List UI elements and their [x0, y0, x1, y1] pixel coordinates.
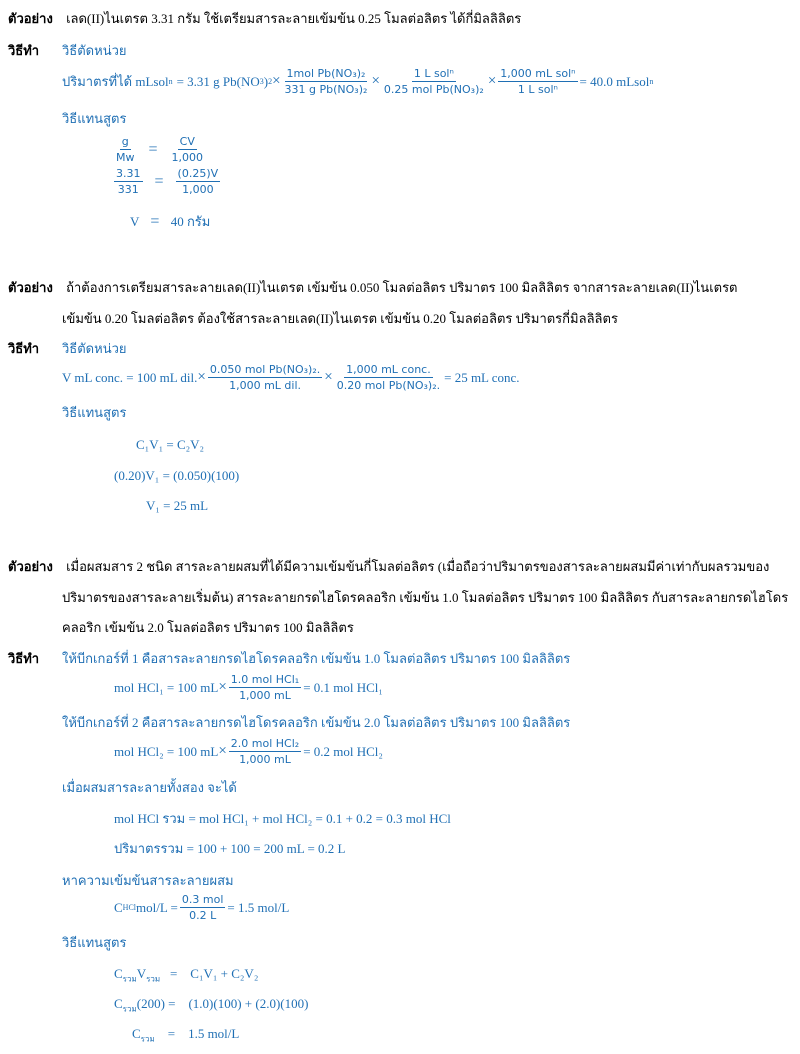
ex1-question: เลด(II)ไนเตรต 3.31 กรัม ใช้เตรียมสารละลายเข้มข้น 0.25 โมลต่อลิตร ได้กี่มิลลิลิตร — [66, 11, 522, 26]
ex1-eq1-r-den: 1,000 — [171, 151, 204, 164]
ex1-eq2-left — [114, 168, 143, 195]
ex2-f1-den: 1,000 mL dil. — [229, 379, 302, 392]
ex2-f2-den: 0.20 mol Pb(NO₃)₂. — [336, 379, 441, 392]
ex1-f2-num: 1 L solⁿ — [413, 67, 454, 80]
times-icon: × — [487, 73, 497, 89]
ex1-formula-method: วิธีแทนสูตร — [62, 111, 127, 126]
ex1-question-row — [8, 12, 521, 25]
ex2-sol-label: วิธีทำ — [8, 341, 40, 356]
ex3-fl3-sub: รวม — [140, 1034, 155, 1044]
ex3-formula-method: วิธีแทนสูตร — [62, 935, 127, 950]
ex2-formula-line3: V₁ = 25 mL — [146, 498, 209, 513]
ex1-line-eq: = 3.31 g Pb(NO — [176, 74, 260, 89]
ex3-c-lhs-unit: mol/L = — [136, 900, 178, 915]
ex3-mol2-line — [114, 738, 383, 765]
ex1-eq2-sign: = — [154, 172, 164, 190]
ex2-question-2: เข้มข้น 0.20 โมลต่อลิตร ต้องใช้สารละลายเลด(II)ไนเตรต เข้มข้น 0.20 โมลต่อลิตร ปริมาตรกี่มิลลิลิตร — [62, 311, 618, 326]
ex3-formula-line3 — [132, 1027, 239, 1044]
ex3-fl3-rest: = 1.5 mol/L — [154, 1026, 240, 1041]
ex2-unit-method: วิธีตัดหน่วย — [62, 341, 127, 356]
ex1-eq2-l-den: 331 — [117, 183, 139, 196]
ex2-label: ตัวอย่าง — [8, 280, 53, 295]
ex3-m2-lhs: mol HCl₂ = 100 mL — [114, 744, 219, 759]
ex3-formula-line2 — [114, 997, 308, 1014]
ex3-c-res: = 1.5 mol/L — [227, 900, 290, 915]
ex1-eq1-right — [170, 136, 206, 163]
ex3-fl1-v: V — [136, 966, 147, 981]
ex3-m2-fraction — [229, 738, 301, 765]
ex1-line-eq-end: ) — [263, 74, 269, 89]
ex3-label: ตัวอย่าง — [8, 559, 53, 574]
ex2-question-1: ถ้าต้องการเตรียมสารละลายเลด(II)ไนเตรต เข้มข้น 0.050 โมลต่อลิตร ปริมาตร 100 มิลลิลิตร จากสารละลายเลด(II)ไนเตรต — [66, 280, 738, 295]
ex2-formula-line2: (0.20)V₁ = (0.050)(100) — [114, 468, 240, 483]
ex1-label: ตัวอย่าง — [8, 11, 53, 26]
ex3-question-row1 — [8, 560, 769, 573]
ex1-f1-num: 1mol Pb(NO₃)₂ — [286, 67, 366, 80]
ex3-total-mol: mol HCl รวม = mol HCl₁ + mol HCl₂ = 0.1 + 0.2 = 0.3 mol HCl — [114, 811, 451, 826]
ex3-fl3-c: C — [132, 1026, 141, 1041]
ex2-fraction-1 — [208, 364, 322, 391]
ex3-fl1-sub-b: รวม — [146, 974, 161, 984]
ex3-question-3: คลอริก เข้มข้น 2.0 โมลต่อลิตร ปริมาตร 100 มิลลิลิตร — [62, 620, 354, 635]
ex2-f2-num: 1,000 mL conc. — [346, 363, 431, 376]
ex3-sol-label: วิธีทำ — [8, 651, 40, 666]
ex1-line-eq-sub2: 2 — [268, 76, 273, 86]
ex2-f1-num: 0.050 mol Pb(NO₃)₂. — [209, 363, 321, 376]
ex3-mix: เมื่อผสมสารละลายทั้งสอง จะได้ — [62, 780, 237, 795]
ex2-unit-line — [62, 364, 520, 391]
ex3-m1-lhs: mol HCl₁ = 100 mL — [114, 680, 219, 695]
ex1-f1-den: 331 g Pb(NO₃)₂ — [284, 83, 368, 96]
times-icon: × — [197, 369, 206, 385]
ex3-question-1: เมื่อผสมสาร 2 ชนิด สารละลายผสมที่ได้มีความเข้มข้นกี่โมลต่อลิตร (เมื่อถือว่าปริมาตรของสารละลายผสมมีค่าเท่ากับผลรวมของ — [66, 559, 770, 574]
ex3-total-vol: ปริมาตรรวม = 100 + 100 = 200 mL = 0.2 L — [114, 841, 346, 856]
times-icon: × — [324, 369, 333, 385]
ex1-fraction-2 — [382, 68, 486, 95]
ex1-unit-line — [62, 68, 653, 95]
ex3-m1-fraction — [229, 674, 301, 701]
ex1-ans-sign: = — [150, 213, 160, 230]
ex3-fl1-c: C — [114, 966, 123, 981]
ex3-question-2: ปริมาตรของสารละลายเริ่มต้น) สารละลายกรดไฮโดรคลอริก เข้มข้น 1.0 โมลต่อลิตร ปริมาตร 100 มิลลิลิตร กับสารละลายกรดไฮโดร — [62, 590, 789, 605]
ex3-formula-line1 — [114, 967, 258, 984]
ex3-m1-den: 1,000 mL — [239, 689, 291, 702]
ex3-fl1-sub-a: รวม — [122, 974, 137, 984]
ex2-question-row1 — [8, 281, 738, 294]
ex1-eq1-l-num: g — [121, 135, 129, 148]
ex1-result-sup: n — [649, 76, 654, 86]
ex3-m1-res: = 0.1 mol HCl₁ — [303, 680, 383, 695]
ex3-fl2-c: C — [114, 996, 123, 1011]
ex3-m2-num: 2.0 mol HCl₂ — [230, 737, 300, 750]
ex3-c-lhs-sub: HCl — [122, 902, 137, 912]
ex3-m1-num: 1.0 mol HCl₁ — [230, 673, 300, 686]
ex1-eq2-r-num: (0.25)V — [177, 167, 219, 180]
ex2-line-lhs: V mL conc. = 100 mL dil. — [62, 370, 198, 385]
ex1-ans-v: V — [130, 214, 140, 229]
ex1-f3-num: 1,000 mL solⁿ — [500, 67, 576, 80]
ex1-eq1-sign: = — [148, 140, 158, 158]
ex1-eq2-l-num: 3.31 — [116, 167, 141, 180]
ex1-formula-eq2 — [112, 168, 222, 195]
ex2-fraction-2 — [335, 364, 442, 391]
ex1-fraction-3 — [498, 68, 577, 95]
ex1-f3-den: 1 L solⁿ — [517, 83, 558, 96]
ex1-fraction-1 — [283, 68, 370, 95]
ex1-formula-eq1 — [112, 136, 207, 163]
ex3-conc-line — [114, 894, 289, 921]
times-icon: × — [218, 743, 227, 759]
ex1-f2-den: 0.25 mol Pb(NO₃)₂ — [383, 83, 484, 96]
ex1-eq1-r-num: CV — [179, 135, 195, 148]
ex1-unit-method: วิธีตัดหน่วย — [62, 43, 127, 58]
ex2-formula-line1: C₁V₁ = C₂V₂ — [136, 437, 205, 452]
ex2-formula-method: วิธีแทนสูตร — [62, 405, 127, 420]
ex3-fl1-rest: = C₁V₁ + C₂V₂ — [160, 966, 259, 981]
ex3-mol1-line — [114, 674, 383, 701]
ex1-line-lhs-sup: n — [168, 76, 173, 86]
ex1-eq1-left — [114, 136, 137, 163]
ex3-beaker1: ให้บีกเกอร์ที่ 1 คือสารละลายกรดไฮโดรคลอริก เข้มข้น 1.0 โมลต่อลิตร ปริมาตร 100 มิลลิลิตร — [62, 651, 571, 666]
ex1-ans-val: 40 กรัม — [170, 214, 211, 229]
ex1-line-lhs: ปริมาตรที่ได้ mLsol — [62, 74, 169, 89]
ex3-c-den: 0.2 L — [189, 909, 217, 922]
times-icon: × — [218, 679, 227, 695]
ex1-eq2-r-den: 1,000 — [182, 183, 214, 196]
ex3-m2-den: 1,000 mL — [239, 753, 291, 766]
ex1-sol-label: วิธีทำ — [8, 43, 40, 58]
times-icon: × — [371, 73, 380, 89]
times-icon: × — [272, 73, 281, 89]
ex1-eq2-right — [176, 168, 221, 195]
ex3-m2-res: = 0.2 mol HCl₂ — [303, 744, 383, 759]
ex3-c-fraction — [180, 894, 226, 921]
ex3-fl2-sub: รวม — [122, 1004, 137, 1014]
ex1-answer — [130, 214, 210, 230]
ex3-fl2-rest: (200) = (1.0)(100) + (2.0)(100) — [136, 996, 309, 1011]
ex3-find-conc: หาความเข้มข้นสารละลายผสม — [62, 873, 234, 888]
ex3-c-num: 0.3 mol — [181, 893, 224, 906]
ex2-result: = 25 mL conc. — [444, 370, 520, 385]
ex3-beaker2: ให้บีกเกอร์ที่ 2 คือสารละลายกรดไฮโดรคลอริก เข้มข้น 2.0 โมลต่อลิตร ปริมาตร 100 มิลลิลิตร — [62, 715, 571, 730]
ex1-result: = 40.0 mLsol — [579, 74, 650, 89]
ex3-c-lhs: C — [114, 900, 123, 915]
ex1-eq1-l-den: Mw — [116, 151, 135, 164]
ex1-line-eq-sub: 3 — [259, 76, 264, 86]
